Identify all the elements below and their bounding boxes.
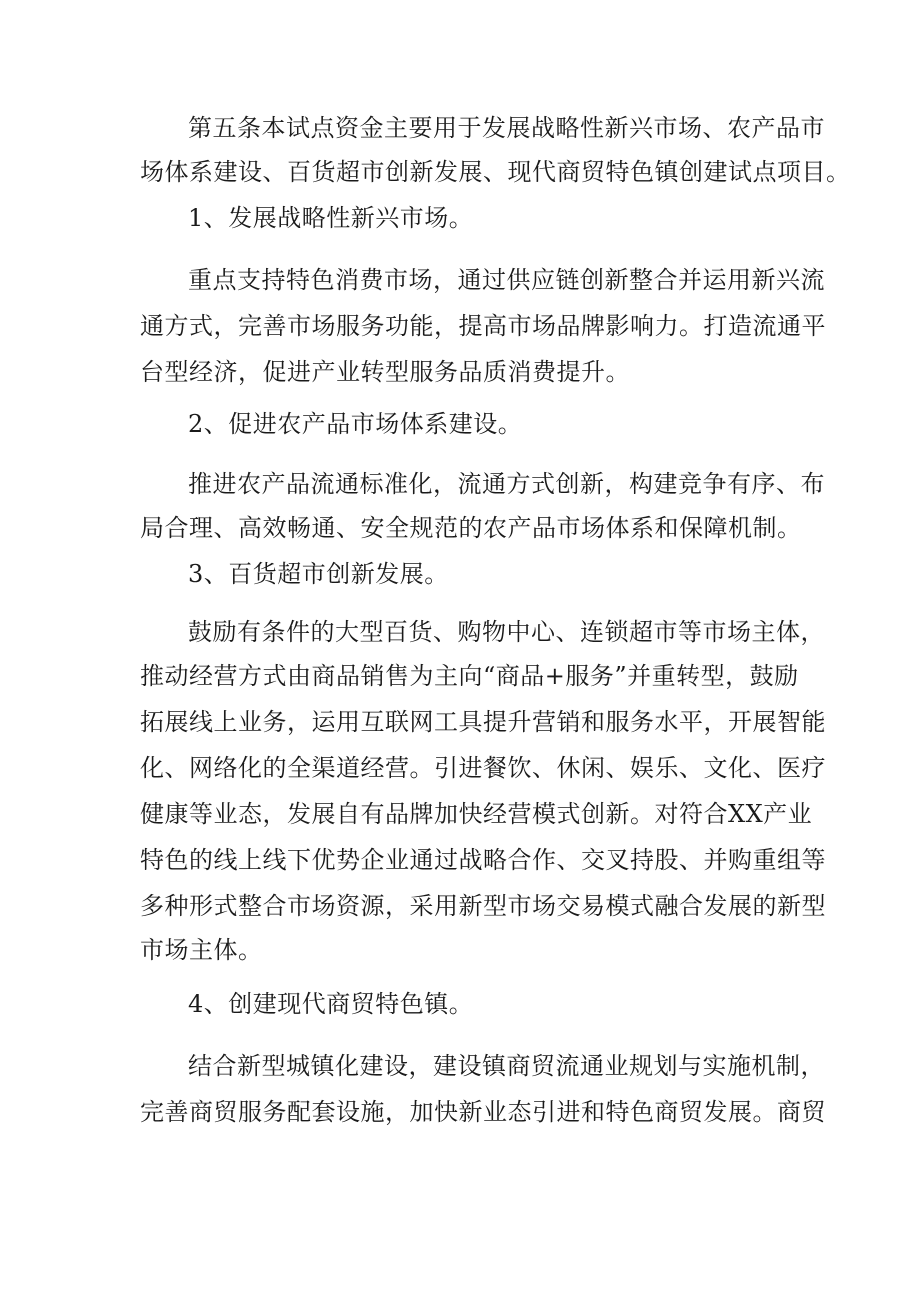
paragraph-line: 拓展线上业务，运用互联网工具提升营销和服务水平，开展智能 xyxy=(140,708,826,736)
section-heading: 1、发展战略性新兴市场。 xyxy=(188,204,474,232)
section-heading: 3、百货超市创新发展。 xyxy=(188,560,449,588)
paragraph-line: 健康等业态，发展自有品牌加快经营模式创新。对符合XX产业 xyxy=(140,800,813,828)
paragraph-line: 通方式，完善市场服务功能，提高市场品牌影响力。打造流通平 xyxy=(140,312,826,340)
paragraph-line: 重点支持特色消费市场，通过供应链创新整合并运用新兴流 xyxy=(188,266,825,294)
paragraph-line: 鼓励有条件的大型百货、购物中心、连锁超市等市场主体， xyxy=(188,618,825,646)
paragraph-line: 局合理、高效畅通、安全规范的农产品市场体系和保障机制。 xyxy=(140,514,802,542)
paragraph-line: 台型经济，促进产业转型服务品质消费提升。 xyxy=(140,358,630,386)
paragraph-line: 结合新型城镇化建设，建设镇商贸流通业规划与实施机制， xyxy=(188,1052,825,1080)
paragraph-line: 第五条本试点资金主要用于发展战略性新兴市场、农产品市 xyxy=(188,114,825,142)
paragraph-line: 完善商贸服务配套设施，加快新业态引进和特色商贸发展。商贸 xyxy=(140,1098,826,1126)
section-heading: 2、促进农产品市场体系建设。 xyxy=(188,410,523,438)
paragraph-line: 多种形式整合市场资源，采用新型市场交易模式融合发展的新型 xyxy=(140,892,826,920)
paragraph-line: 特色的线上线下优势企业通过战略合作、交叉持股、并购重组等 xyxy=(140,846,826,874)
paragraph-line: 化、网络化的全渠道经营。引进餐饮、休闲、娱乐、文化、医疗 xyxy=(140,754,826,782)
paragraph-line: 市场主体。 xyxy=(140,936,263,964)
paragraph-line: 推进农产品流通标准化，流通方式创新，构建竞争有序、布 xyxy=(188,470,825,498)
paragraph-line: 场体系建设、百货超市创新发展、现代商贸特色镇创建试点项目。 xyxy=(140,158,851,186)
paragraph-line: 推动经营方式由商品销售为主向“商品+服务”并重转型，鼓励 xyxy=(140,662,799,690)
section-heading: 4、创建现代商贸特色镇。 xyxy=(188,990,474,1018)
